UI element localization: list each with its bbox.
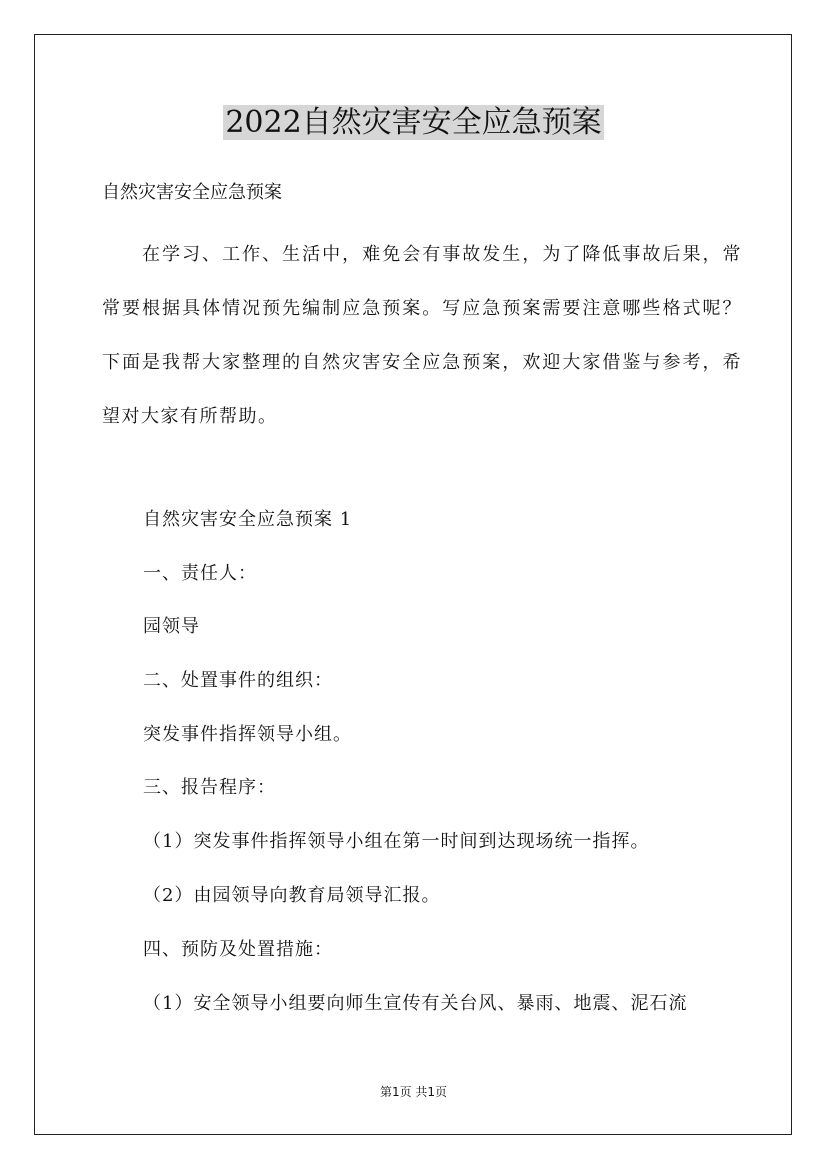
page-footer: 第1页 共1页 bbox=[379, 1085, 448, 1099]
intro-paragraph: 在学习、工作、生活中，难免会有事故发生，为了降低事故后果，常常要根据具体情况预先编制应急预案。写应急预案需要注意哪些格式呢？下面是我帮大家整理的自然灾害安全应急预案，欢迎大家借鉴与参考，希望对大家有所帮助。 bbox=[102, 244, 742, 427]
document-title bbox=[0, 100, 827, 146]
item-heading-organization: 二、处置事件的组织： bbox=[143, 670, 333, 691]
item-text: 突发事件指挥领导小组。 bbox=[143, 724, 352, 745]
document-subtitle: 自然灾害安全应急预案 bbox=[102, 182, 282, 203]
item-heading-report: 三、报告程序： bbox=[143, 777, 276, 798]
item-text: （2）由园领导向教育局领导汇报。 bbox=[143, 885, 441, 906]
item-heading-responsible: 一、责任人： bbox=[143, 563, 257, 584]
section-heading: 自然灾害安全应急预案 1 bbox=[143, 509, 353, 530]
item-heading-measures: 四、预防及处置措施： bbox=[143, 939, 333, 960]
item-text: 园领导 bbox=[143, 616, 200, 637]
item-text: （1）突发事件指挥领导小组在第一时间到达现场统一指挥。 bbox=[143, 831, 650, 852]
document-title-text: 2022自然灾害安全应急预案 bbox=[225, 105, 602, 140]
item-text: （1）安全领导小组要向师生宣传有关台风、暴雨、地震、泥石流 bbox=[143, 993, 688, 1014]
